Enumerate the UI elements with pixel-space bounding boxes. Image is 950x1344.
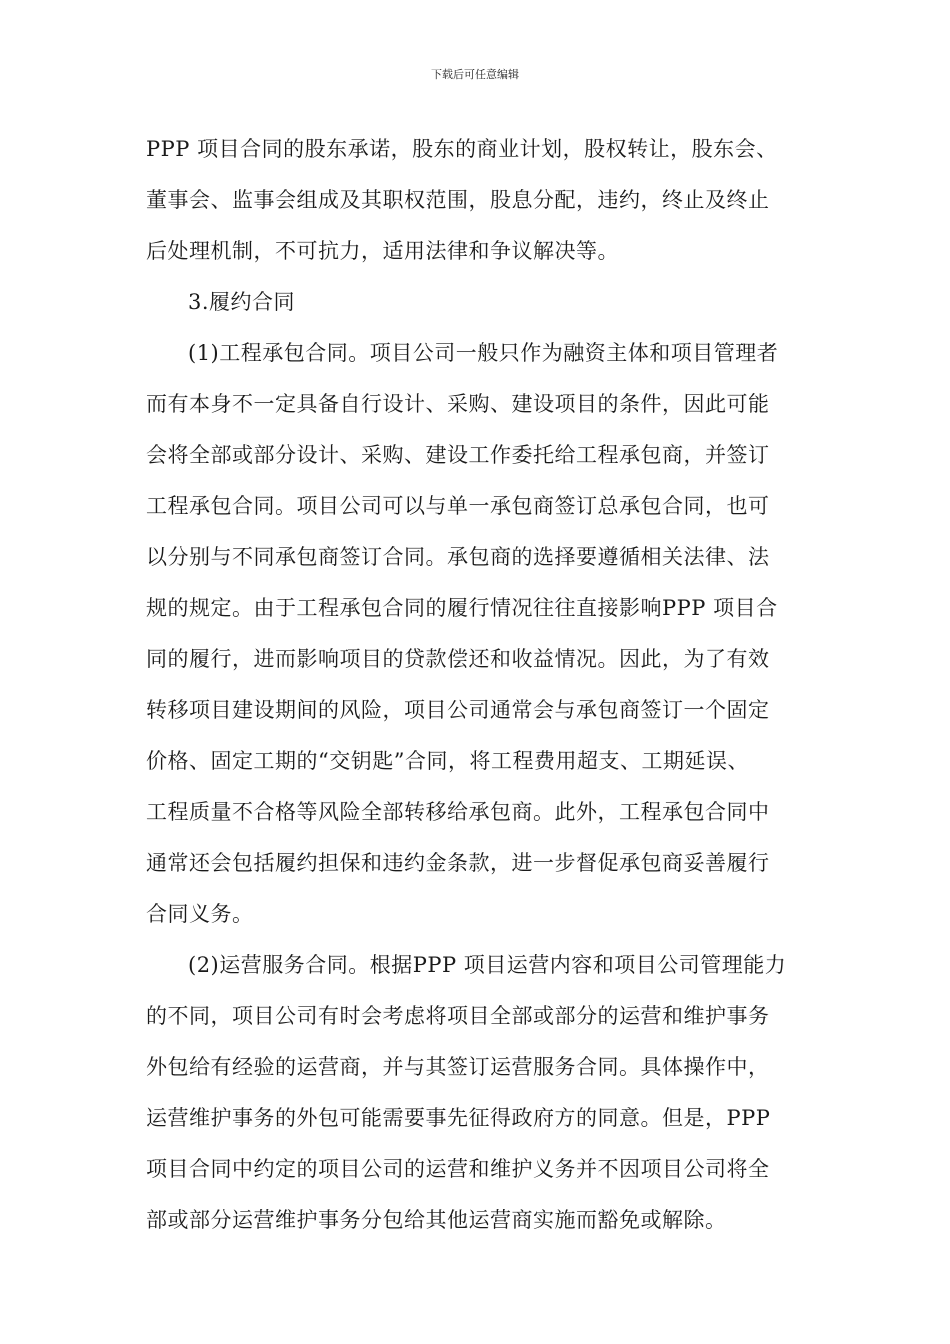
- text-line: 规的规定。由于工程承包合同的履行情况往往直接影响PPP 项目合: [146, 596, 778, 620]
- text-line: 同的履行，进而影响项目的贷款偿还和收益情况。因此，为了有效: [146, 647, 770, 671]
- text-line: 以分别与不同承包商签订合同。承包商的选择要遵循相关法律、法: [146, 545, 770, 569]
- text-line: 项目合同中约定的项目公司的运营和维护义务并不因项目公司将全: [146, 1157, 770, 1181]
- text-line: 工程质量不合格等风险全部转移给承包商。此外，工程承包合同中: [146, 800, 770, 824]
- text-line: 运营维护事务的外包可能需要事先征得政府方的同意。但是，PPP: [146, 1106, 771, 1130]
- text-line: 部或部分运营维护事务分包给其他运营商实施而豁免或解除。: [146, 1208, 727, 1232]
- text-line: 而有本身不一定具备自行设计、采购、建设项目的条件，因此可能: [146, 392, 770, 416]
- text-line: 会将全部或部分设计、采购、建设工作委托给工程承包商，并签订: [146, 443, 770, 467]
- text-line: 合同义务。: [146, 902, 254, 926]
- text-line: 外包给有经验的运营商，并与其签订运营服务合同。具体操作中，: [146, 1055, 770, 1079]
- page-header: 下载后可任意编辑: [431, 68, 519, 81]
- text-line: 工程承包合同。项目公司可以与单一承包商签订总承包合同，也可: [146, 494, 770, 518]
- text-line: (1)工程承包合同。项目公司一般只作为融资主体和项目管理者: [188, 341, 779, 365]
- text-line: PPP 项目合同的股东承诺，股东的商业计划，股权转让，股东会、: [146, 137, 778, 161]
- text-line: 价格、固定工期的“交钥匙”合同，将工程费用超支、工期延误、: [146, 749, 749, 773]
- text-line: 转移项目建设期间的风险，项目公司通常会与承包商签订一个固定: [146, 698, 770, 722]
- section-heading: 3.履约合同: [188, 290, 296, 314]
- text-line: 董事会、监事会组成及其职权范围，股息分配，违约，终止及终止: [146, 188, 770, 212]
- text-line: 的不同，项目公司有时会考虑将项目全部或部分的运营和维护事务: [146, 1004, 770, 1028]
- text-line: (2)运营服务合同。根据PPP 项目运营内容和项目公司管理能力: [188, 953, 787, 977]
- text-line: 后处理机制，不可抗力，适用法律和争议解决等。: [146, 239, 619, 263]
- text-line: 通常还会包括履约担保和违约金条款，进一步督促承包商妥善履行: [146, 851, 770, 875]
